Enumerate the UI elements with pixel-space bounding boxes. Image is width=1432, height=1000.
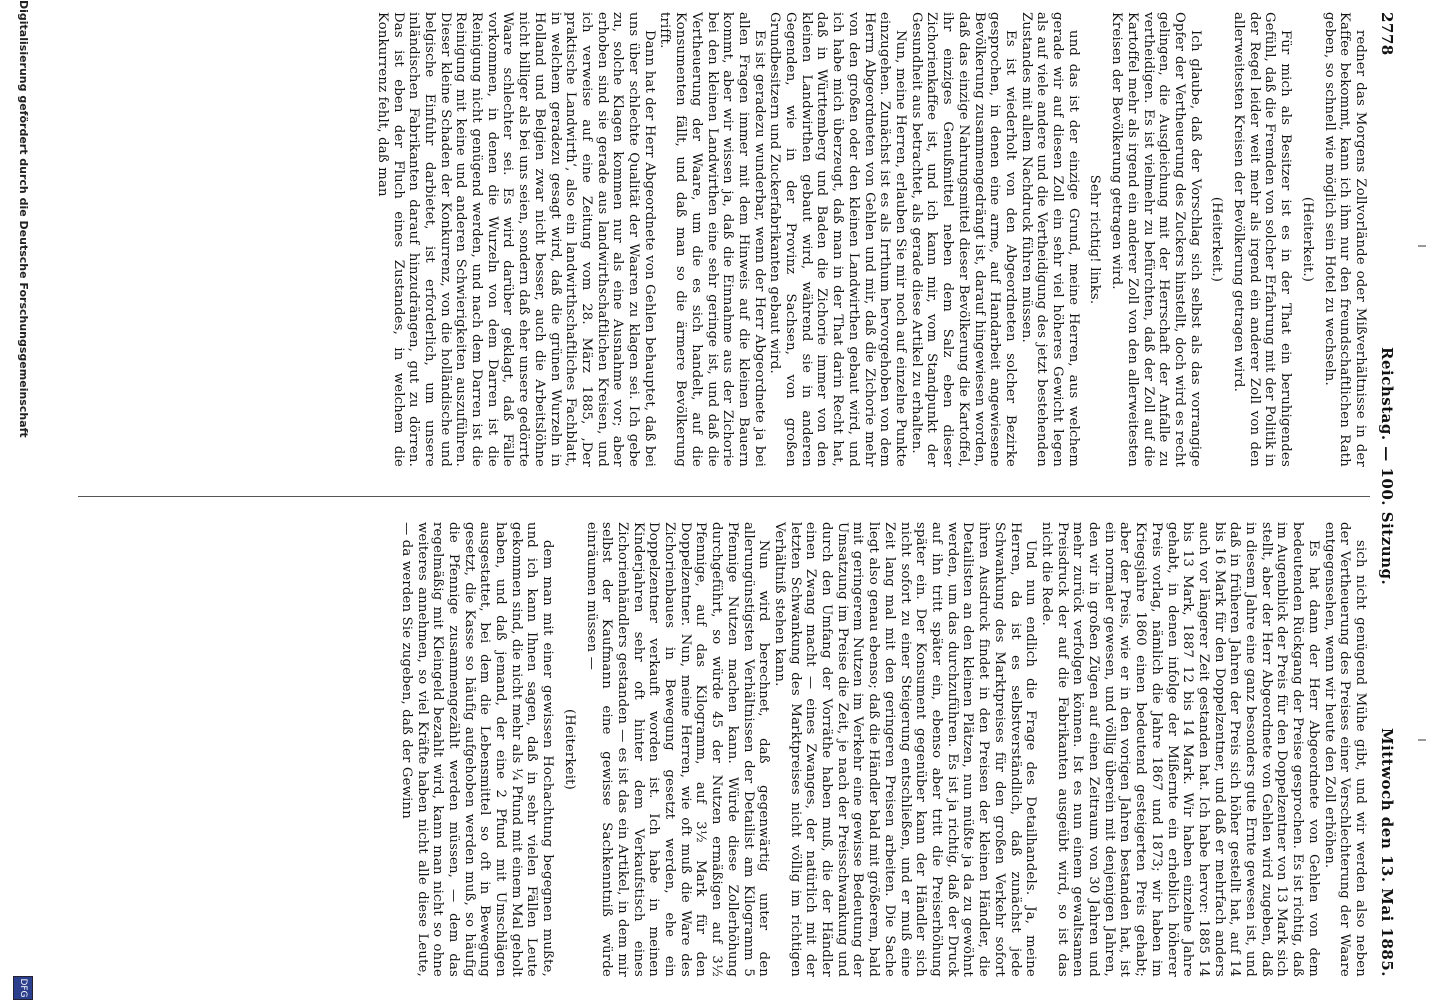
column-divider bbox=[78, 496, 1370, 497]
crop-mark bbox=[1418, 245, 1426, 247]
paragraph: Für mich als Besitzer ist es in der That ein beruhigendes Gefühl, daß die Fremden von solcher Erfahrung mit der Politik in der Regel leider weit mehr als irgend ein anderer Zoll von den allerweitesten Kreisen der Bevölkerung getragen wird. bbox=[1231, 12, 1294, 467]
page-number: 2778 bbox=[1378, 12, 1396, 56]
interjection: (Heiterkeit) bbox=[561, 709, 577, 790]
paragraph: redner das Morgens Zollvorlände oder Mißverhältnisse in der Kaffee bekommt, kann ich ihm nur den freundschaftlichen Rath geben, so schnell wie möglich sein Hotel zu wechseln. bbox=[1321, 12, 1368, 467]
text-column-right bbox=[78, 522, 1368, 977]
paragraph: Es hat dann der Herr Abgeordnete von Gehlen von dem bedeutenden Rückgang der Preise gesprochen. Es ist richtig, daß im Augenblick der Preis für den Doppelzentner von 13 Mark sich stellt, aber der Herr Abgeordnete von Gehlen wird zugeben, daß in diesem Jahre eine ganz besonders gute Ernte gewesen ist, und daß in früheren Jahren der Preis sich höher gestellt hat, auf 14 bis 16 Mark für den Doppelzentner, und daß er mehrfach anders auch vor längerer Zeit gestanden hat. Ich habe hervor: 1885 14 bis 13 Mark, 1887 12 bis 14 Mark. Wir haben einzelne Jahre gehabt, in denen infolge der Mißernte ein erheblich höherer Preis vorlag, nämlich die Jahre 1867 und 1873; wir haben im Kriegsjahre 1860 einen bedeutend gesteigerten Preis gehabt; aber der Preis, wie er in den vorigen Jahren bestanden hat, ist ein normaler gewesen, und völlig überein mit denjenigen Jahren, den wir in großen Zügen auf einen Zeitraum von 30 Jahren und mehr zurück verfolgen können. Ist es nun einem gewaltsamen Preisdruck der auf die Fabrikanten ausgeübt wird, so ist das nicht die Rede. bbox=[1038, 522, 1321, 977]
crop-mark bbox=[1418, 739, 1426, 741]
interjection: (Heiterkeit.) bbox=[1299, 196, 1315, 283]
digitization-footer: Digitalisierung gefördert durch die Deutsche Forschungsgemeinschaft bbox=[17, 0, 30, 438]
paragraph: Es ist geradezu wunderbar, wenn der Herr Abgeordnete ja bei allen Fragen immer mit dem Hinweis auf die kleinen Bauern kommt, aber wir wissen ja, daß die Einnahme aus der Zichorie bei den kleinen Landwirthen eine sehr geringe ist, und daß die Vertheuerung der Waare, um die es sich handelt, auf die Konsumenten fällt, und daß man so die ärmere Bevölkerung trifft. bbox=[657, 12, 767, 467]
paragraph: Nun, meine Herren, erlauben Sie mir noch auf einzelne Punkte einzugehen. Zunächst ist es als Irrthum hervorgehoben von dem Herrn Abgeordneten von Gehlen und mir, daß die Zichorie mehr von den großen oder den kleinen Landwirthen gebaut wird, und ich habe mich überzeugt, daß man in der That darin Recht hat, daß in Württemberg und Baden die Zichorie immer von den kleinen Landwirthen gebaut wird, während sie in anderen Gegenden, wie in der Provinz Sachsen, von großen Grundbesitzern und Zuckerfabrikanten gebaut wird. bbox=[767, 12, 909, 467]
document-sheet bbox=[74, 12, 1396, 977]
interjection: (Heiterkeit.) bbox=[1209, 196, 1225, 283]
page-header bbox=[1374, 12, 1396, 977]
paragraph: Ich glaube, daß der Vorschlag sich selbst als das vorrangige Opfer der Vertheuerung des Zuckers hinstellt, doch wird es recht gelingen, die Ausgleichung mit der Herrschaft der Anfalle zu vertheidigen. Es ist vielmehr zu befürchten, daß der Zoll auf die Kartoffel mehr als irgend ein anderer Zoll von den allerweitesten Kreisen der Bevölkerung getragen wird. bbox=[1109, 12, 1203, 467]
paragraph: Es ist wiederholt von den Abgeordneten solcher Bezirke gesprochen, in denen eine arme, auf Handarbeit angewiesene Bevölkerung zusammengedrängt ist, darauf hingewiesen worden, daß das einzige Nahrungsmittel dieser Bevölkerung die Kartoffel, ihr einziges Genußmittel neben dem Salz eben dieser Zichorienkaffee ist, und ich kann mir, vom Standpunkt der Gesundheit aus betrachtet, als gerade diese Artikel zu erhalten. bbox=[908, 12, 1018, 467]
dfg-logo: DFG bbox=[13, 976, 33, 1000]
paragraph: dem man mit einer gewissen Hochachtung begegnen mußte, und ich kann Ihnen sagen, daß in sehr vielen Fällen Leute gekommen sind, die nicht mehr als ¼ Pfund mit einem Mal geholt haben, und daß jemand, der eine 2 Pfund mit Umschlägen ausgestattet, bei dem die Lebensmittel so oft in Bewegung gesetzt, die Kasse so häufig aufgehoben werden muß, so häufig die Pfennige zusammengezählt werden müssen, — dem das regelmäßig mit Kleingeld bezahlt wird, kann man nicht so ohne weiteres annehmen, so viel Kräfte haben nicht alle diese Leute, — da werden Sie zugeben, daß der Gewinn bbox=[398, 522, 556, 977]
paragraph: sich nicht genügend Mühe gibt, und wir werden also neben der Vertheuerung des Preises einer Verschlechterung der Waare entgegensehen, wenn wir heute den Zoll erhöhen. bbox=[1321, 522, 1368, 977]
session-date: Mittwoch den 13. Mai 1885. bbox=[1378, 727, 1396, 977]
text-column-left bbox=[78, 12, 1368, 467]
paragraph: und das ist der einzige Grund, meine Herren, aus welchem gerade wir auf diesen Zoll ein sehr viel höheres Gewicht legen als auf viele andere und die Vertheidigung des jetzt bestehenden Zustandes mit allem Nachdruck führen müssen. bbox=[1018, 12, 1081, 467]
interjection: Sehr richtig! links. bbox=[1087, 174, 1103, 305]
session-title: Reichstag. — 100. Sitzung. bbox=[1378, 347, 1396, 586]
paragraph: Dann hat der Herr Abgeordnete von Gehlen behauptet, daß bei uns über schlechte Qualität der Waaren zu klagen sei. Ich gebe zu, solche Klagen kommen nur als eine Ausnahme vor; aber erhoben sind sie gerade aus landwirthschaftlichen Kreisen, und ich verweise auf eine Zeitung vom 28. März 1885, ‚Der praktische Landwirth‘, also ein landwirthschaftliches Fachblatt, in welchem geradezu gesagt wird, daß die grünen Wurzeln in Holland und Belgien zwar nicht besser, auch die Arbeitslöhne nicht billiger als bei uns seien, sondern daß eher unsere gedörrte Waare schlechter sei. Es wird darüber geklagt, daß Fälle vorkommen, in denen die Wurzeln von dem Darren ist die Reinigung nicht genügend werden, und nach dem Darren ist die Reinigung mit keine und anderen Schwierigkeiten auszuführen. Dieser kleine Schaden der Konkurrenz, von die holländische und belgische Einfuhr darbietet, ist erforderlich, um unsere inländischen Fabrikanten darauf hinzudrängen, gut zu dörren. Das ist eben der Fluch eines Zustandes, in welchem die Konkurrenz fehlt, daß man bbox=[374, 12, 657, 467]
paragraph: Nun wird berechnet, daß gegenwärtig unter den allerungünstigsten Verhältnissen der Detailist am Kilogramm 5 Pfennige Nutzen machen kann. Würde diese Zollerhöhung durchgeführt, so würde 45 der Nutzen ermäßigen auf 3½ Pfennige, auf das Kilogramm, auf 3½ Mark für den Doppelzentner. Nun, meine Herren, wie oft muß die Ware des Zichorienbaues in Bewegung gesetzt werden, ehe ein Doppelzentner verkauft worden ist. Ich habe in meinen Kinderjahren sehr oft hinter dem Verkaufstisch eines Zichorienhändlers gestanden — es ist das ein Artikel, in dem mir selbst der Kaufmann eine gewisse Sachkenntniß würde einräumen müssen — bbox=[583, 522, 772, 977]
paragraph: Und nun endlich die Frage des Detailhandels. Ja, meine Herren, da ist es selbstverständlich, daß zunächst jede Schwankung des Marktpreises für den großen Verkehr sofort ihren Ausdruck findet in den Preisen der kleinen Händler, die Detailisten an den kleinen Plätzen, nun müßte ja da zu gewöhnt werden, um das durchzuführen. Es ist ja richtig, daß der Druck auf ihn tritt später ein, ebenso aber tritt die Preiserhöhung später ein. Der Konsument gegenüber kann der Händler sich nicht sofort zu einer Steigerung entschließen, und er muß eine Zeit lang mal mit den geringeren Preisen arbeiten. Die Sache liegt also genau ebenso; daß die Händler bald mit größerem, bald mit geringerem Nutzen im Verkehr eine gewisse Bedeutung der Umsatzung im Preise die Zeit, je nach der Preisschwankung und durch den Umfang der Vorräthe haben muß, die der Händler einen Zwang macht — eines Zwanges, der natürlich mit der letzten Schwankung des Marktpreises nicht völlig im richtigen Verhältniß stehen kann. bbox=[771, 522, 1039, 977]
